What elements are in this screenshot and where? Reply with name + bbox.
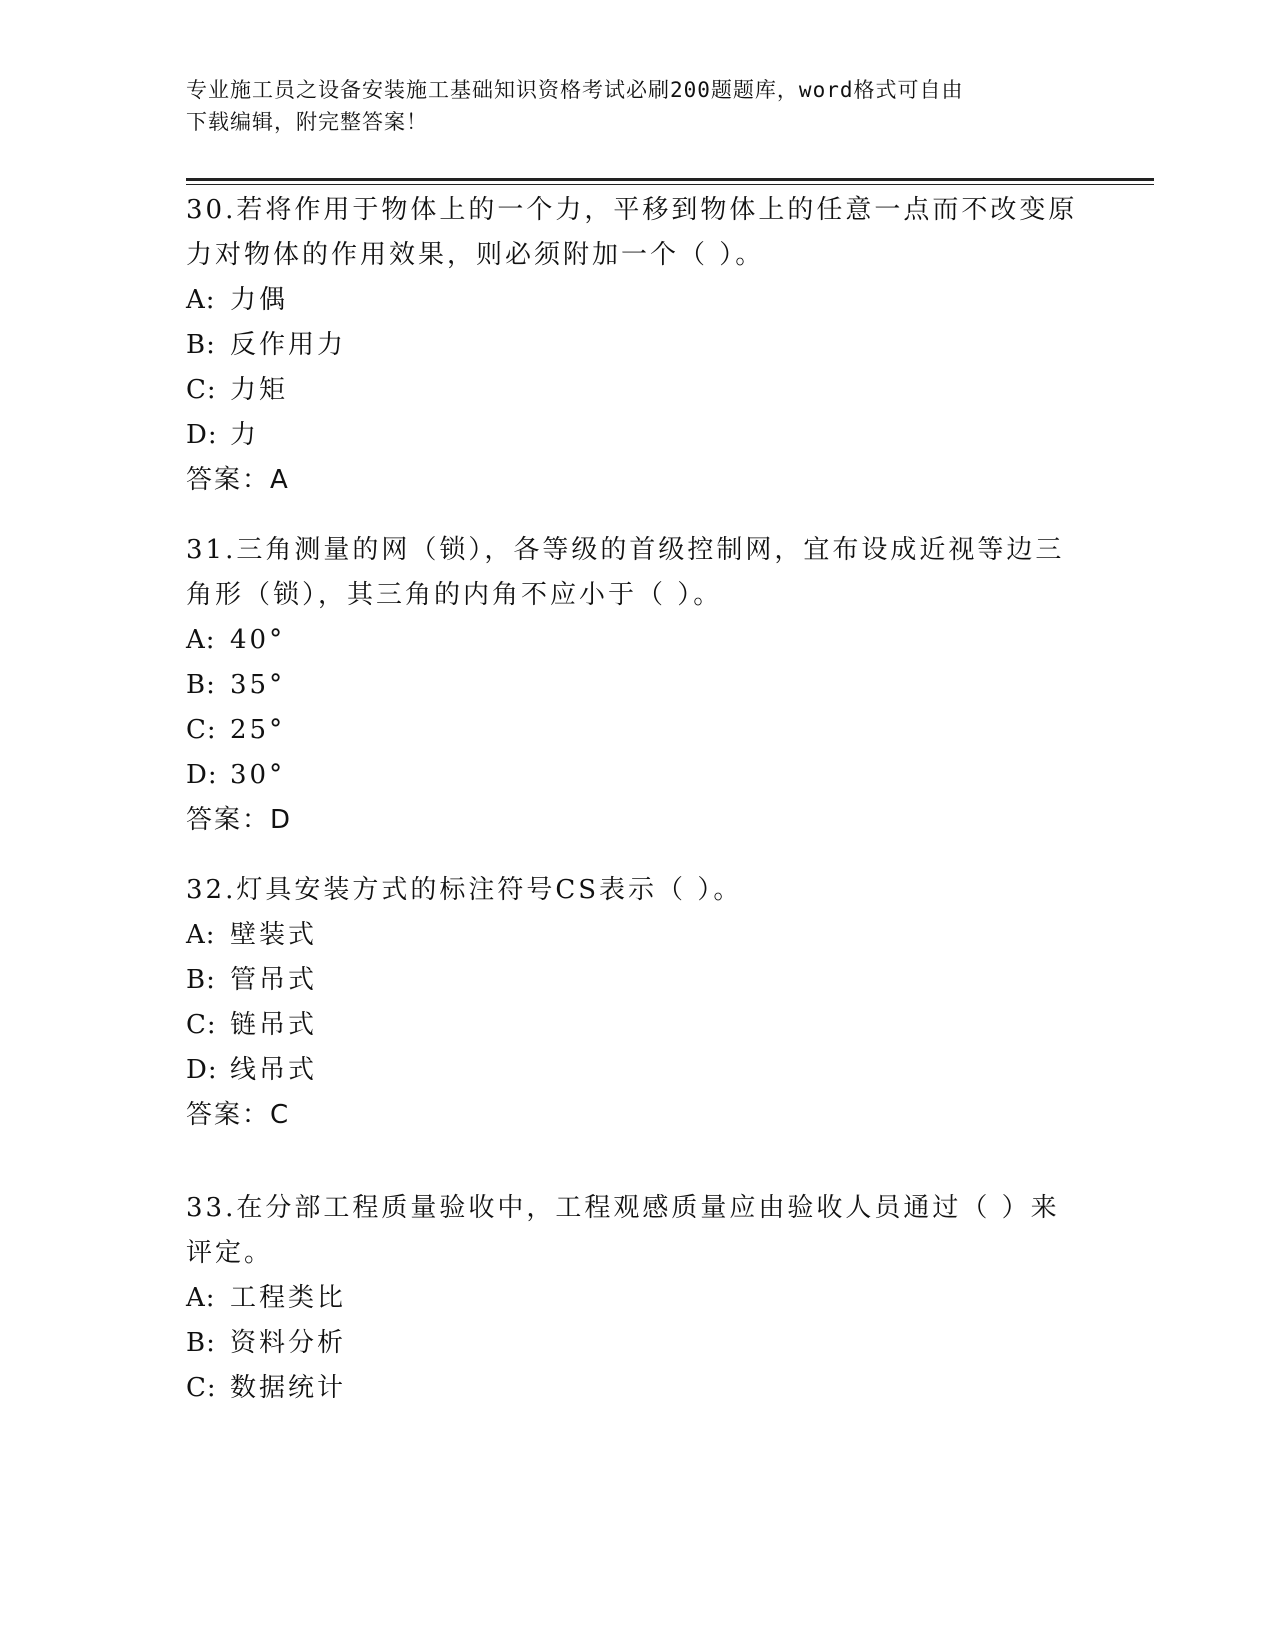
option-letter: A: — [186, 625, 216, 655]
question-32 — [186, 868, 1086, 1138]
option-letter: C: — [186, 1010, 217, 1040]
option-a — [186, 1276, 1086, 1321]
option-letter: D: — [186, 760, 218, 790]
answer-label: 答案： — [186, 1100, 271, 1130]
answer-value: D — [270, 805, 292, 835]
option-a — [186, 278, 1086, 323]
option-c — [186, 1366, 1086, 1411]
option-text: 30° — [230, 760, 286, 790]
question-33 — [186, 1186, 1086, 1411]
answer-value: A — [270, 465, 289, 495]
document-header — [186, 74, 1086, 138]
answer-line — [186, 458, 1086, 503]
option-letter: D: — [186, 420, 218, 450]
option-letter: B: — [186, 330, 216, 360]
option-b — [186, 1321, 1086, 1366]
header-divider-thin — [186, 184, 1154, 185]
answer-value: C — [270, 1100, 290, 1130]
question-stem-line: 评定。 — [186, 1238, 274, 1268]
option-b — [186, 323, 1086, 368]
option-text: 40° — [230, 625, 286, 655]
answer-label: 答案： — [186, 805, 271, 835]
option-b — [186, 958, 1086, 1003]
option-d — [186, 753, 1086, 798]
option-letter: A: — [186, 285, 216, 315]
option-letter: C: — [186, 375, 217, 405]
option-text: 35° — [230, 670, 286, 700]
option-text: 力矩 — [230, 375, 289, 405]
question-stem-line: 32.灯具安装方式的标注符号CS表示（ ）。 — [186, 875, 743, 905]
option-text: 线吊式 — [230, 1055, 318, 1085]
option-letter: B: — [186, 670, 216, 700]
option-letter: C: — [186, 1373, 217, 1403]
header-line-2: 下载编辑，附完整答案！ — [186, 110, 428, 134]
option-text: 工程类比 — [230, 1283, 347, 1313]
option-text: 链吊式 — [230, 1010, 318, 1040]
question-stem-line: 30.若将作用于物体上的一个力，平移到物体上的任意一点而不改变原 — [186, 195, 1078, 225]
option-d — [186, 1048, 1086, 1093]
option-b — [186, 663, 1086, 708]
option-text: 管吊式 — [230, 965, 318, 995]
header-line-1: 专业施工员之设备安装施工基础知识资格考试必刷200题题库，word格式可自由 — [186, 78, 964, 102]
option-a — [186, 618, 1086, 663]
option-text: 力偶 — [230, 285, 289, 315]
option-c — [186, 1003, 1086, 1048]
answer-line — [186, 1093, 1086, 1138]
option-letter: B: — [186, 965, 216, 995]
question-31 — [186, 528, 1086, 843]
option-text: 25° — [230, 715, 286, 745]
option-letter: D: — [186, 1055, 218, 1085]
option-a — [186, 913, 1086, 958]
answer-line — [186, 798, 1086, 843]
option-text: 反作用力 — [230, 330, 347, 360]
option-text: 资料分析 — [230, 1328, 347, 1358]
option-d — [186, 413, 1086, 458]
question-30 — [186, 188, 1086, 503]
option-letter: A: — [186, 1283, 216, 1313]
option-text: 数据统计 — [230, 1373, 347, 1403]
option-text: 壁装式 — [230, 920, 318, 950]
question-stem-line: 力对物体的作用效果，则必须附加一个（ ）。 — [186, 240, 765, 270]
option-text: 力 — [230, 420, 260, 450]
question-stem-line: 33.在分部工程质量验收中，工程观感质量应由验收人员通过（ ）来 — [186, 1193, 1060, 1223]
question-stem-line: 角形（锁），其三角的内角不应小于（ ）。 — [186, 580, 723, 610]
answer-label: 答案： — [186, 465, 271, 495]
header-divider-thick — [186, 178, 1154, 181]
option-letter: C: — [186, 715, 217, 745]
option-letter: A: — [186, 920, 216, 950]
option-c — [186, 708, 1086, 753]
question-stem-line: 31.三角测量的网（锁），各等级的首级控制网，宜布设成近视等边三 — [186, 535, 1065, 565]
option-letter: B: — [186, 1328, 216, 1358]
option-c — [186, 368, 1086, 413]
